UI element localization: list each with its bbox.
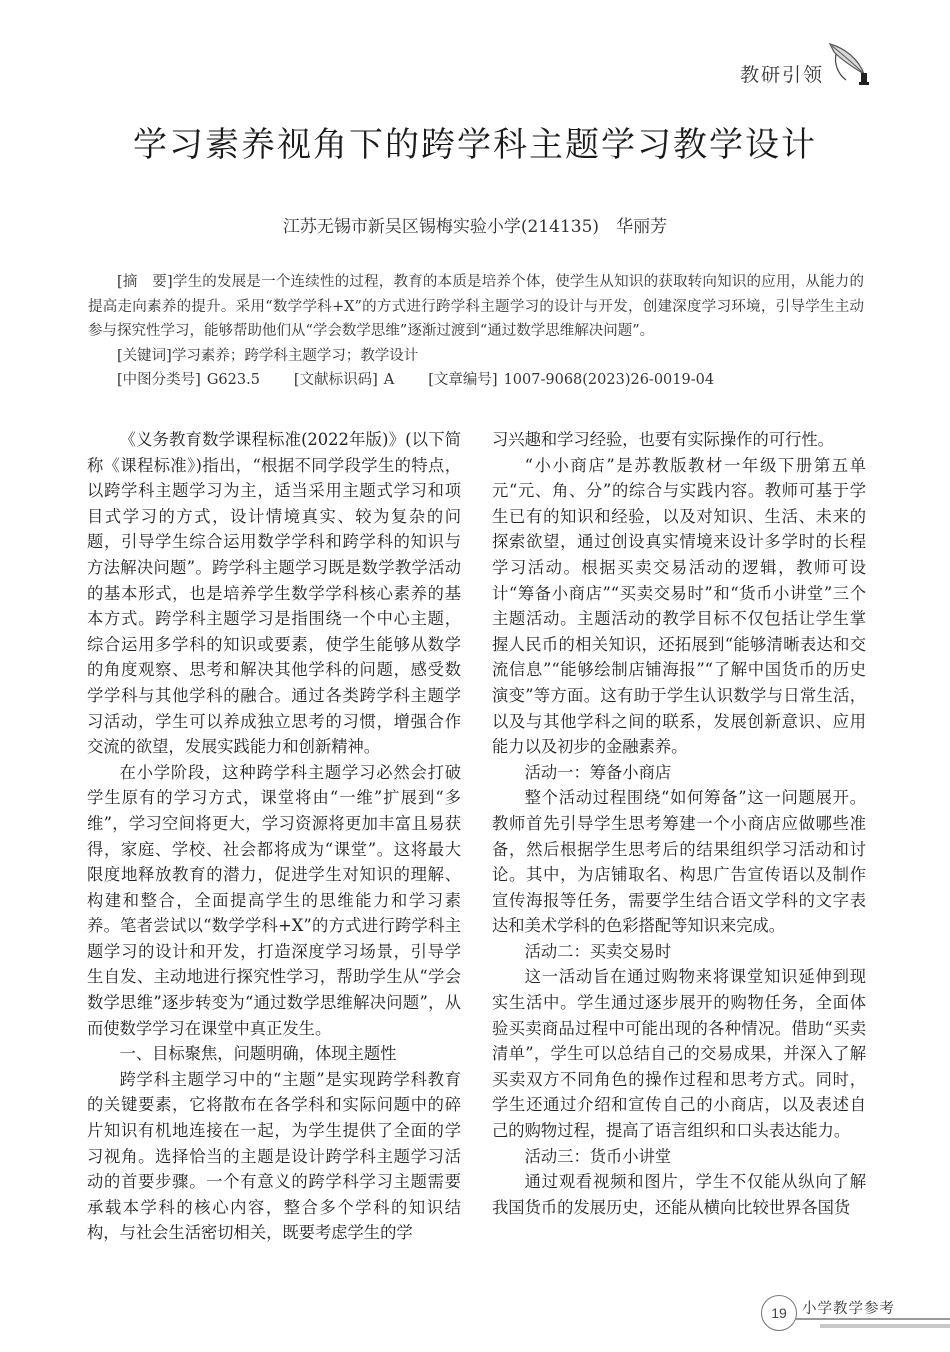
abstract-text: [摘 要]学生的发展是一个连续性的过程，教育的本质是培养个体，使学生从知识的获取转向知识的应用，从能力的提高走向素养的提升。采用“数学学科+X”的方式进行跨学科主题学习的设计与开发，创建深度学习环境，引导学生主动参与探究性学习，能够帮助他们从“学会数学思维”逐渐过渡到“通过数学思维解决问题”。	[88, 274, 864, 339]
footer-rule	[796, 1318, 950, 1320]
keywords: [关键词]学习素养；跨学科主题学习；教学设计	[117, 347, 419, 364]
body-paragraph: 习兴趣和学习经验，也要有实际操作的可行性。	[492, 430, 834, 449]
footer-stripe	[820, 1324, 950, 1328]
body-left-column	[87, 427, 461, 1246]
page-number: 19	[761, 1295, 797, 1331]
body-right-column	[492, 427, 866, 1220]
clc-value: G623.5	[206, 372, 260, 388]
abstract-block	[88, 270, 864, 393]
classification-row	[88, 368, 864, 393]
body-paragraph: 《义务教育数学课程标准(2022年版)》(以下简称《课程标准》)指出，“根据不同学段学生的特点，以跨学科主题学习为主，适当采用主题式学习和项目式学习的方式，设计情境真实、较为复杂的问题，引导学生综合运用数学学科和跨学科的知识与方法解决问题”。跨学科主题学习既是数学教学活动的基本形式，也是培养学生数学学科核心素养的基本方式。跨学科主题学习是指围绕一个中心主题，综合运用多学科的知识或要素，使学生能够从数学的角度观察、思考和解决其他学科的问题，感受数学学科与其他学科的融合。通过各类跨学科主题学习活动，学生可以养成独立思考的习惯，增强合作交流的欲望，发展实践能力和创新精神。	[87, 430, 461, 757]
activity-heading: 活动一：筹备小商店	[524, 762, 672, 782]
body-paragraph: 跨学科主题学习中的“主题”是实现跨学科教育的关键要素，它将散布在各学科和实际问题中的碎片知识有机地连接在一起，为学生提供了全面的学习视角。选择恰当的主题是设计跨学科主题学习活动的首要步骤。一个有意义的跨学科学习主题需要承载本学科的核心内容，整合多个学科的知识结构，与社会生活密切相关，既要考虑学生的学	[87, 1069, 461, 1243]
article-title: 学习素养视角下的跨学科主题学习教学设计	[133, 125, 817, 165]
journal-name: 小学教学参考	[802, 1301, 895, 1317]
clc-label: [中图分类号]	[117, 372, 201, 388]
article-no-label: [文章编号]	[428, 372, 498, 388]
body-paragraph: 这一活动旨在通过购物来将课堂知识延伸到现实生活中。学生通过逐步展开的购物任务，全面体验买卖商品过程中可能出现的各种情况。借助“买卖清单”，学生可以总结自己的交易成果，并深入了解买卖双方不同角色的操作过程和思考方式。同时，学生还通过介绍和宣传自己的小商店，以及表述自己的购物过程，提高了语言组织和口头表达能力。	[492, 967, 866, 1141]
body-paragraph: 通过观看视频和图片，学生不仅能从纵向了解我国货币的发展历史，还能从横向比较世界各国货	[492, 1172, 866, 1217]
body-paragraph: 在小学阶段，这种跨学科主题学习必然会打破学生原有的学习方式，课堂将由“一维”扩展到“多维”，学习空间将更大，学习资源将更加丰富且易获得，家庭、学校、社会都将成为“课堂”。这将最大限度地释放教育的潜力，促进学生对知识的理解、构建和整合，全面提高学生的思维能力和学习素养。笔者尝试以“数学学科+X”的方式进行跨学科主题学习的设计和开发，打造深度学习场景，引导学生自发、主动地进行探究性学习，帮助学生从“学会数学思维”逐步转变为“通过数学思维解决问题”，从而使数学学习在课堂中真正发生。	[87, 762, 461, 1038]
doc-code-label: [文献标识码]	[293, 372, 378, 388]
doc-code-value: A	[383, 372, 395, 388]
body-paragraph: “小小商店”是苏教版教材一年级下册第五单元“元、角、分”的综合与实践内容。教师可基于学生已有的知识和经验，以及对知识、生活、未来的探索欲望，通过创设真实情境来设计多学时的长程学习活动。根据买卖交易活动的逻辑，教师可设计“筹备小商店”“买卖交易时”和“货币小讲堂”三个主题活动。主题活动的教学目标不仅包括让学生掌握人民币的相关知识，还拓展到“能够清晰表达和交流信息”“能够绘制店铺海报”“了解中国货币的历史演变”等方面。这有助于学生认识数学与日常生活，以及与其他学科之间的联系，发展创新意识、应用能力以及初步的金融素养。	[492, 455, 866, 757]
article-no-value: 1007-9068(2023)26-0019-04	[503, 372, 715, 388]
author-affiliation: 江苏无锡市新吴区锡梅实验小学(214135) 华丽芳	[282, 217, 668, 237]
section-label: 教研引领	[739, 64, 824, 86]
quill-pen-icon	[824, 40, 872, 90]
body-paragraph: 整个活动过程围绕“如何筹备”这一问题展开。教师首先引导学生思考筹建一个小商店应做哪些准备，然后根据学生思考后的结果组织学习活动和讨论。其中，为店铺取名、构思广告宣传语以及制作宣传海报等任务，需要学生结合语文学科的文字表达和美术学科的色彩搭配等知识来完成。	[492, 788, 866, 936]
activity-heading: 活动二：买卖交易时	[524, 941, 672, 961]
activity-heading: 活动三：货币小讲堂	[524, 1146, 672, 1166]
section-heading: 一、目标聚焦，问题明确，体现主题性	[119, 1044, 397, 1064]
